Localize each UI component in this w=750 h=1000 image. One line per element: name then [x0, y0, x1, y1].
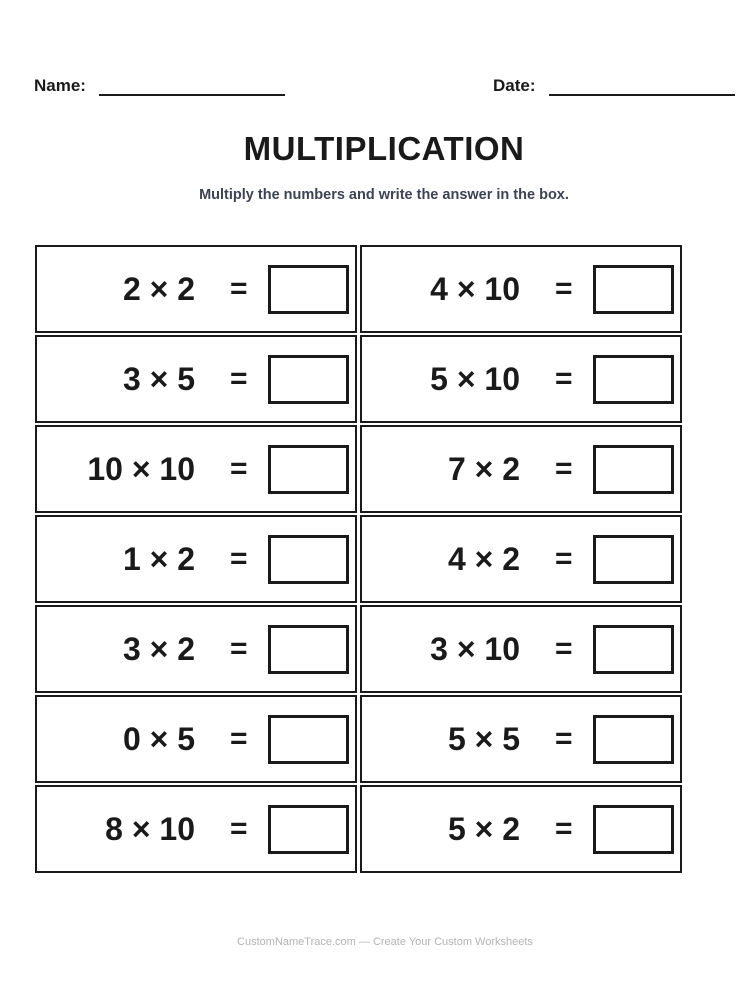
- worksheet-title: MULTIPLICATION: [243, 130, 525, 167]
- equals-sign: =: [555, 362, 573, 395]
- answer-box[interactable]: [593, 715, 674, 764]
- problem-cell: [360, 515, 682, 603]
- answer-box[interactable]: [268, 535, 349, 584]
- answer-box[interactable]: [593, 535, 674, 584]
- answer-box[interactable]: [593, 805, 674, 854]
- name-field: [34, 76, 285, 96]
- answer-box[interactable]: [593, 625, 674, 674]
- problem-expression: 1 × 2: [122, 540, 195, 577]
- equals-sign: =: [230, 362, 248, 395]
- equals-sign: =: [230, 812, 248, 845]
- problem-cell: [35, 605, 357, 693]
- answer-box[interactable]: [593, 355, 674, 404]
- equals-sign: =: [555, 812, 573, 845]
- problem-cell: [360, 425, 682, 513]
- problem-expression: 7 × 2: [447, 450, 520, 487]
- equals-sign: =: [555, 452, 573, 485]
- answer-box[interactable]: [593, 265, 674, 314]
- equals-sign: =: [555, 272, 573, 305]
- problem-cell: [360, 605, 682, 693]
- problem-cell: [35, 515, 357, 603]
- equals-sign: =: [555, 722, 573, 755]
- problem-expression: 2 × 2: [122, 270, 195, 307]
- problem-cell: [35, 245, 357, 333]
- problem-cell: [35, 335, 357, 423]
- problem-expression: 0 × 5: [122, 720, 195, 757]
- problem-cell: [360, 695, 682, 783]
- answer-box[interactable]: [268, 355, 349, 404]
- equals-sign: =: [230, 722, 248, 755]
- problem-expression: 4 × 10: [430, 270, 520, 307]
- answer-box[interactable]: [268, 625, 349, 674]
- name-label: Name:: [34, 76, 86, 95]
- problem-expression: 3 × 2: [122, 630, 195, 667]
- answer-box[interactable]: [268, 805, 349, 854]
- problem-expression: 5 × 10: [430, 360, 520, 397]
- name-input-line[interactable]: [99, 80, 285, 96]
- problem-expression: 3 × 10: [430, 630, 520, 667]
- problem-expression: 4 × 2: [447, 540, 520, 577]
- answer-box[interactable]: [593, 445, 674, 494]
- problem-cell: [360, 785, 682, 873]
- answer-box[interactable]: [268, 265, 349, 314]
- date-label: Date:: [493, 76, 536, 95]
- problem-cell: [360, 335, 682, 423]
- equals-sign: =: [230, 632, 248, 665]
- date-input-line[interactable]: [549, 80, 735, 96]
- problem-expression: 5 × 5: [447, 720, 520, 757]
- problem-cell: [360, 245, 682, 333]
- footer-credit: CustomNameTrace.com — Create Your Custom Worksheets: [237, 936, 533, 948]
- answer-box[interactable]: [268, 445, 349, 494]
- problem-cell: [35, 785, 357, 873]
- problem-expression: 5 × 2: [447, 810, 520, 847]
- problem-expression: 10 × 10: [87, 450, 195, 487]
- instructions: Multiply the numbers and write the answer in the box.: [199, 187, 569, 203]
- problem-grid: [35, 245, 682, 873]
- problem-cell: [35, 425, 357, 513]
- equals-sign: =: [230, 452, 248, 485]
- equals-sign: =: [555, 632, 573, 665]
- problem-expression: 3 × 5: [122, 360, 195, 397]
- equals-sign: =: [230, 542, 248, 575]
- equals-sign: =: [230, 272, 248, 305]
- equals-sign: =: [555, 542, 573, 575]
- problem-cell: [35, 695, 357, 783]
- problem-expression: 8 × 10: [105, 810, 195, 847]
- date-field: [493, 76, 735, 96]
- answer-box[interactable]: [268, 715, 349, 764]
